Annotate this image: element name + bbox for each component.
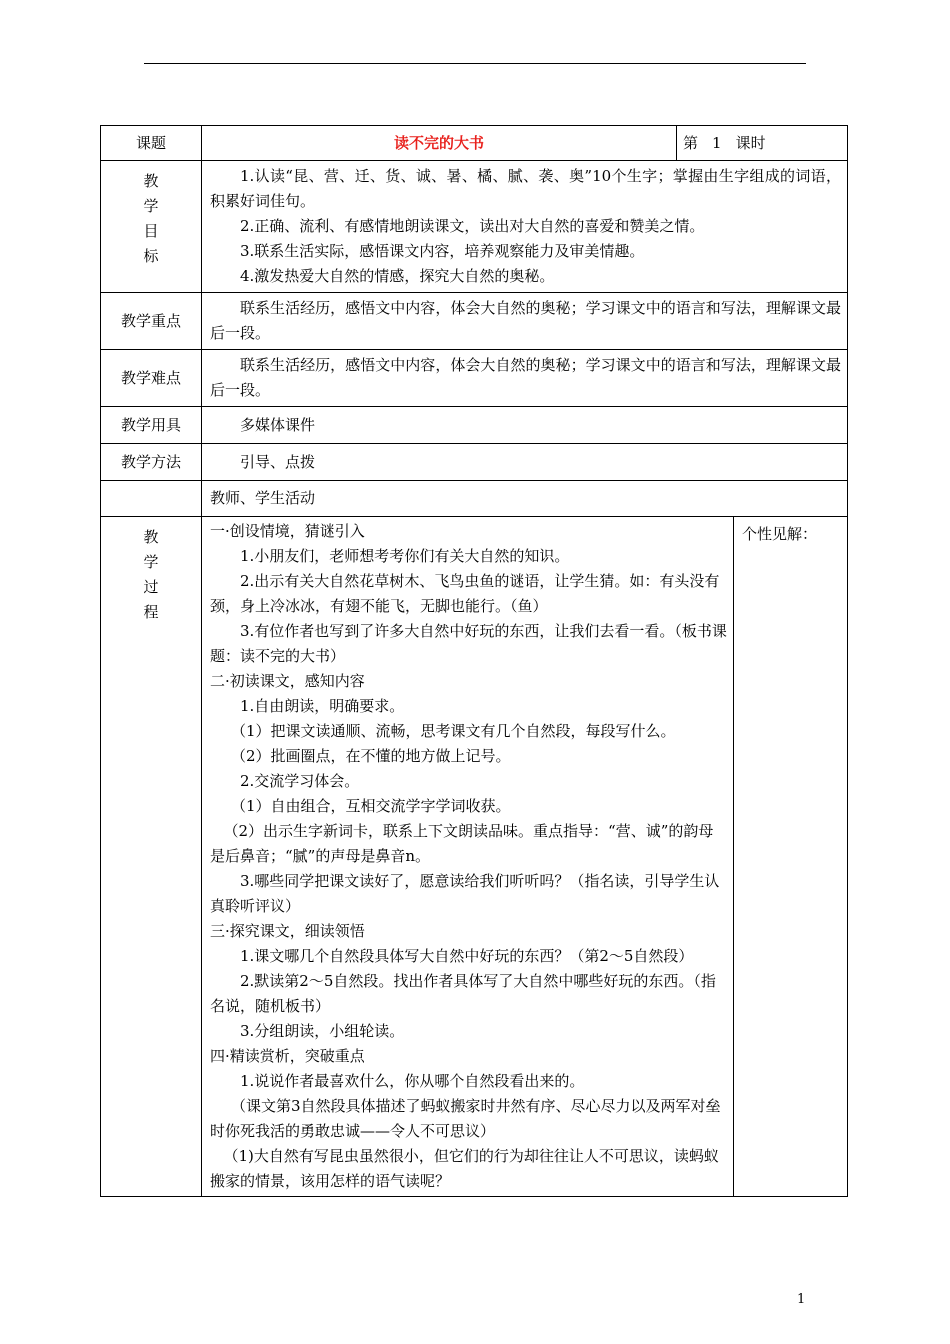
tools-label: 教学用具 [101, 407, 202, 444]
objectives-label-char: 学 [143, 197, 159, 215]
tools-text: 多媒体课件 [240, 415, 316, 434]
tools-content [202, 407, 848, 444]
process-line: （课文第3自然段具体描述了蚂蚁搬家时井然有序、尽心尽力以及两军对垒时你死我活的勇敢忠诚——令人不可思议） [210, 1097, 721, 1140]
activities-header-row [101, 481, 848, 517]
process-line: 1.课文哪几个自然段具体写大自然中好玩的东西？（第2～5自然段） [240, 947, 694, 965]
lesson-title: 读不完的大书 [202, 126, 677, 161]
objectives-label-char: 教 [143, 172, 159, 190]
process-line: （2）出示生字新词卡，联系上下文朗读品味。重点指导：“营、诚”的韵母是后鼻音；“腻”的声母是鼻音n。 [210, 822, 714, 865]
period-suffix: 课时 [735, 133, 766, 152]
process-line: 2.默读第2～5自然段。找出作者具体写了大自然中哪些好玩的东西。（指名说，随机板书） [210, 972, 716, 1015]
methods-content [202, 444, 848, 481]
objectives-content [202, 161, 848, 293]
process-line: 二·初读课文，感知内容 [210, 672, 365, 690]
methods-text: 引导、点拨 [240, 452, 316, 471]
difficulties-text: 联系生活经历，感悟文中内容，体会大自然的奥秘；学习课文中的语言和写法，理解课文最后一段。 [210, 356, 842, 399]
objectives-label-char: 标 [143, 247, 159, 265]
methods-row [101, 444, 848, 481]
objectives-row [101, 161, 848, 293]
process-line: 1.自由朗读，明确要求。 [240, 697, 405, 715]
activities-header: 教师、学生活动 [202, 481, 848, 517]
process-lines [210, 519, 727, 1194]
header-rule [144, 63, 806, 64]
process-line: 3.哪些同学把课文读好了，愿意读给我们听听吗？（指名读，引导学生认真聆听评议） [210, 872, 720, 915]
process-line: 1.说说作者最喜欢什么，你从哪个自然段看出来的。 [240, 1072, 585, 1090]
topic-row [101, 126, 848, 161]
key-points-content [202, 293, 848, 350]
objective-item: 4.激发热爱大自然的情感，探究大自然的奥秘。 [240, 267, 555, 285]
lesson-period [677, 126, 848, 161]
key-points-row [101, 293, 848, 350]
process-line: 四·精读赏析，突破重点 [210, 1047, 365, 1065]
process-line: （1）自由组合，互相交流学字学词收获。 [231, 797, 511, 815]
process-line: （1)大自然有写昆虫虽然很小，但它们的行为却往往让人不可思议，读蚂蚁搬家的情景，该用怎样的语气读呢？ [210, 1147, 719, 1190]
objectives-label [101, 161, 202, 293]
key-points-text: 联系生活经历，感悟文中内容，体会大自然的奥秘；学习课文中的语言和写法，理解课文最后一段。 [210, 299, 842, 342]
process-label-char: 学 [143, 553, 159, 571]
objective-item: 3.联系生活实际，感悟课文内容，培养观察能力及审美情趣。 [240, 242, 645, 260]
period-prefix: 第 [683, 133, 699, 152]
process-line: （1）把课文读通顺、流畅，思考课文有几个自然段，每段写什么。 [231, 722, 676, 740]
process-line: 2.交流学习体会。 [240, 772, 360, 790]
difficulties-content [202, 350, 848, 407]
process-line: 三·探究课文，细读领悟 [210, 922, 365, 940]
process-content [202, 517, 734, 1197]
process-line: 3.分组朗读，小组轮读。 [240, 1022, 405, 1040]
process-line: 3.有位作者也写到了许多大自然中好玩的东西，让我们去看一看。（板书课题：读不完的大书） [210, 622, 727, 665]
difficulties-row [101, 350, 848, 407]
key-points-label: 教学重点 [101, 293, 202, 350]
topic-label: 课题 [101, 126, 202, 161]
process-label [101, 517, 202, 1197]
process-line: 一·创设情境，猜谜引入 [210, 522, 365, 540]
process-line: （2）批画圈点，在不懂的地方做上记号。 [231, 747, 511, 765]
process-line: 1.小朋友们，老师想考考你们有关大自然的知识。 [240, 547, 570, 565]
objectives-label-char: 目 [143, 222, 159, 240]
page-number: 1 [797, 1292, 806, 1307]
process-label-char: 教 [143, 528, 159, 546]
tools-row [101, 407, 848, 444]
process-label-char: 过 [143, 578, 159, 596]
period-number: 1 [712, 133, 722, 152]
methods-label: 教学方法 [101, 444, 202, 481]
process-label-char: 程 [143, 603, 159, 621]
process-row [101, 517, 848, 1197]
activities-header-blank [101, 481, 202, 517]
lesson-plan-table [100, 125, 848, 1197]
objective-item: 1.认读“昆、营、迁、货、诚、暑、橘、腻、袭、奥”10个生字；掌握由生字组成的词语，积累好词佳句。 [210, 167, 842, 210]
personal-notes: 个性见解： [734, 517, 848, 1197]
objective-item: 2.正确、流利、有感情地朗读课文，读出对大自然的喜爱和赞美之情。 [240, 217, 705, 235]
process-line: 2.出示有关大自然花草树木、飞鸟虫鱼的谜语，让学生猜。如：有头没有颈，身上冷冰冰，有翅不能飞，无脚也能行。（鱼） [210, 572, 720, 615]
difficulties-label: 教学难点 [101, 350, 202, 407]
